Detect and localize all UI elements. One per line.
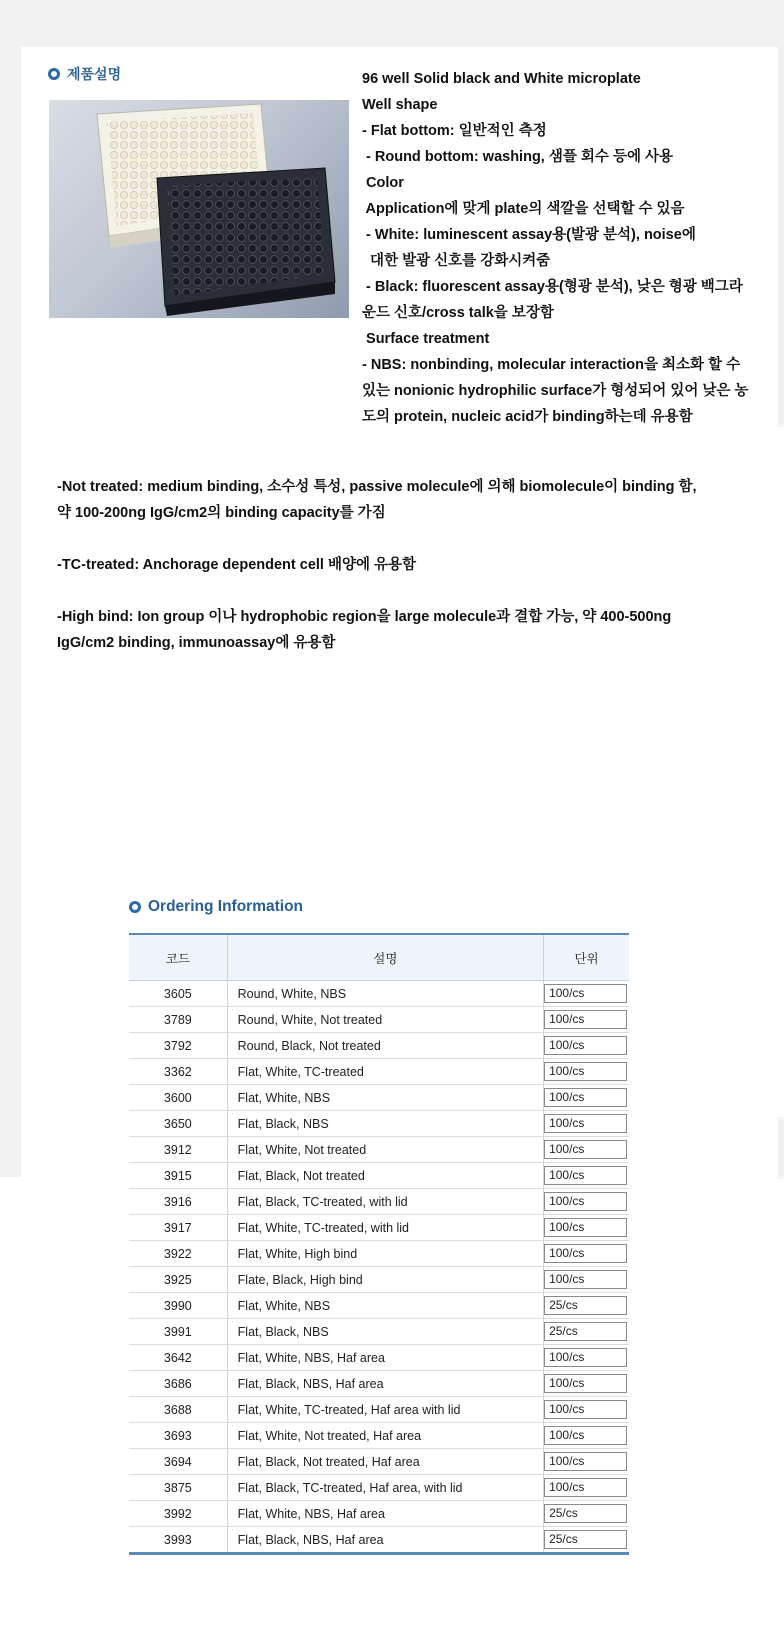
table-row [129,1085,629,1111]
cell-code: 3789 [129,1007,227,1033]
table-row [129,1267,629,1293]
unit-field[interactable]: 100/cs [544,1166,627,1185]
unit-field[interactable]: 100/cs [544,1218,627,1237]
cell-desc: Flat, Black, Not treated, Haf area [227,1449,543,1475]
desc-line: 운드 신호/cross talk을 보장함 [362,305,554,321]
cell-desc: Flat, White, TC-treated, with lid [227,1215,543,1241]
cell-unit [544,1059,629,1085]
desc-line: Surface treatment [362,331,490,347]
note-not-treated [57,474,757,526]
desc-line: 대한 발광 신호를 강화시켜줌 [362,253,551,269]
table-row [129,1371,629,1397]
unit-field[interactable]: 25/cs [544,1504,627,1523]
table-row [129,1501,629,1527]
cell-unit [544,1475,629,1501]
table-row [129,1163,629,1189]
cell-unit [544,1163,629,1189]
unit-field[interactable]: 100/cs [544,1270,627,1289]
bullet-ring-icon [48,68,60,80]
unit-field[interactable]: 100/cs [544,1400,627,1419]
bullet-ring-icon [129,901,141,913]
ordering-title-text: Ordering Information [148,898,303,915]
desc-line: - Flat bottom: 일반적인 측정 [362,123,547,139]
cell-unit [544,1033,629,1059]
table-header-row [129,934,629,981]
unit-field[interactable]: 100/cs [544,1140,627,1159]
header-unit: 단위 [544,934,629,981]
cell-code: 3642 [129,1345,227,1371]
desc-line: 있는 nonionic hydrophilic surface가 형성되어 있어 낮은 농 [362,383,749,399]
cell-desc: Flat, White, TC-treated, Haf area with lid [227,1397,543,1423]
cell-unit [544,1007,629,1033]
cell-code: 3688 [129,1397,227,1423]
unit-field[interactable]: 100/cs [544,1426,627,1445]
cell-code: 3686 [129,1371,227,1397]
product-photo [49,100,349,318]
cell-desc: Flat, Black, NBS, Haf area [227,1527,543,1554]
desc-line: 96 well Solid black and White microplate [362,71,641,87]
unit-field[interactable]: 100/cs [544,1010,627,1029]
unit-field[interactable]: 100/cs [544,1478,627,1497]
cell-unit [544,1501,629,1527]
cell-desc: Flat, Black, TC-treated, with lid [227,1189,543,1215]
note-tc-treated [57,552,757,578]
cell-code: 3694 [129,1449,227,1475]
note-line: -Not treated: medium binding, 소수성 특성, passive molecule에 의해 biomolecule이 binding 함, [57,479,697,495]
cell-code: 3650 [129,1111,227,1137]
table-row [129,1397,629,1423]
cell-desc: Flat, Black, NBS, Haf area [227,1371,543,1397]
cell-unit [544,1397,629,1423]
table-row [129,1215,629,1241]
cell-code: 3915 [129,1163,227,1189]
table-row [129,1241,629,1267]
note-line: 약 100-200ng IgG/cm2의 binding capacity를 가짐 [57,505,386,521]
cell-unit [544,981,629,1007]
cell-unit [544,1241,629,1267]
cell-unit [544,1319,629,1345]
note-line: IgG/cm2 binding, immunoassay에 유용함 [57,635,336,651]
cell-code: 3916 [129,1189,227,1215]
cell-unit [544,1085,629,1111]
unit-field[interactable]: 100/cs [544,1114,627,1133]
cell-code: 3992 [129,1501,227,1527]
ordering-table [129,933,629,1555]
top-band [0,0,784,47]
unit-field[interactable]: 100/cs [544,1244,627,1263]
unit-field[interactable]: 100/cs [544,1036,627,1055]
cell-code: 3792 [129,1033,227,1059]
unit-field[interactable]: 25/cs [544,1530,627,1549]
table-row [129,1319,629,1345]
cell-desc: Flat, White, NBS, Haf area [227,1501,543,1527]
cell-desc: Flat, White, NBS, Haf area [227,1345,543,1371]
cell-unit [544,1345,629,1371]
unit-field[interactable]: 100/cs [544,1062,627,1081]
cell-desc: Round, Black, Not treated [227,1033,543,1059]
table-row [129,1527,629,1554]
table-row [129,1137,629,1163]
desc-line: - Round bottom: washing, 샘플 회수 등에 사용 [362,149,673,165]
cell-unit [544,1527,629,1554]
surface-notes [57,474,757,682]
cell-desc: Flat, White, NBS [227,1085,543,1111]
cell-desc: Round, White, NBS [227,981,543,1007]
header-desc: 설명 [227,934,543,981]
cell-unit [544,1189,629,1215]
cell-code: 3362 [129,1059,227,1085]
desc-line: Color [362,175,404,191]
unit-field[interactable]: 25/cs [544,1322,627,1341]
cell-unit [544,1215,629,1241]
desc-line: - Black: fluorescent assay용(형광 분석), 낮은 형광 백그라 [362,279,743,295]
table-row [129,1449,629,1475]
unit-field[interactable]: 100/cs [544,1374,627,1393]
cell-code: 3875 [129,1475,227,1501]
microplate-photo-icon [49,100,349,318]
table-row [129,1423,629,1449]
unit-field[interactable]: 100/cs [544,1452,627,1471]
left-band [0,47,21,1177]
desc-line: 도의 protein, nucleic acid가 binding하는데 유용함 [362,409,693,425]
table-row [129,1189,629,1215]
cell-code: 3991 [129,1319,227,1345]
cell-code: 3693 [129,1423,227,1449]
section-title-text: 제품설명 [67,66,122,82]
cell-code: 3912 [129,1137,227,1163]
cell-code: 3993 [129,1527,227,1554]
right-band [778,47,784,427]
unit-field[interactable]: 100/cs [544,984,627,1003]
note-line: -TC-treated: Anchorage dependent cell 배양에 유용함 [57,557,417,573]
cell-desc: Flat, Black, NBS [227,1111,543,1137]
header-code: 코드 [129,934,227,981]
cell-desc: Flate, Black, High bind [227,1267,543,1293]
table-row [129,1007,629,1033]
unit-field[interactable]: 100/cs [544,1088,627,1107]
cell-unit [544,1111,629,1137]
cell-desc: Flat, White, NBS [227,1293,543,1319]
table-row [129,981,629,1007]
table-row [129,1059,629,1085]
cell-desc: Round, White, Not treated [227,1007,543,1033]
cell-desc: Flat, White, TC-treated [227,1059,543,1085]
table-row [129,1293,629,1319]
table-row [129,1033,629,1059]
desc-line: - White: luminescent assay용(발광 분석), noise에 [362,227,696,243]
cell-code: 3605 [129,981,227,1007]
product-description [362,66,776,430]
ordering-title [129,898,303,916]
cell-code: 3990 [129,1293,227,1319]
note-high-bind [57,604,757,656]
cell-desc: Flat, Black, Not treated [227,1163,543,1189]
cell-unit [544,1293,629,1319]
cell-code: 3922 [129,1241,227,1267]
desc-line: - NBS: nonbinding, molecular interaction을 최소화 할 수 [362,357,741,373]
section-title [48,64,121,84]
cell-code: 3925 [129,1267,227,1293]
cell-code: 3917 [129,1215,227,1241]
cell-desc: Flat, Black, NBS [227,1319,543,1345]
cell-code: 3600 [129,1085,227,1111]
cell-unit [544,1423,629,1449]
right-band-lower [778,1117,784,1179]
cell-desc: Flat, White, Not treated, Haf area [227,1423,543,1449]
unit-field[interactable]: 100/cs [544,1348,627,1367]
cell-desc: Flat, White, Not treated [227,1137,543,1163]
table-row [129,1345,629,1371]
table-row [129,1111,629,1137]
cell-unit [544,1371,629,1397]
table-row [129,1475,629,1501]
unit-field[interactable]: 25/cs [544,1296,627,1315]
unit-field[interactable]: 100/cs [544,1192,627,1211]
note-line: -High bind: Ion group 이나 hydrophobic region을 large molecule과 결합 가능, 약 400-500ng [57,609,672,625]
cell-unit [544,1267,629,1293]
cell-unit [544,1449,629,1475]
cell-desc: Flat, White, High bind [227,1241,543,1267]
desc-line: Application에 맞게 plate의 색깔을 선택할 수 있음 [362,201,685,217]
cell-desc: Flat, Black, TC-treated, Haf area, with lid [227,1475,543,1501]
desc-line: Well shape [362,97,438,113]
cell-unit [544,1137,629,1163]
